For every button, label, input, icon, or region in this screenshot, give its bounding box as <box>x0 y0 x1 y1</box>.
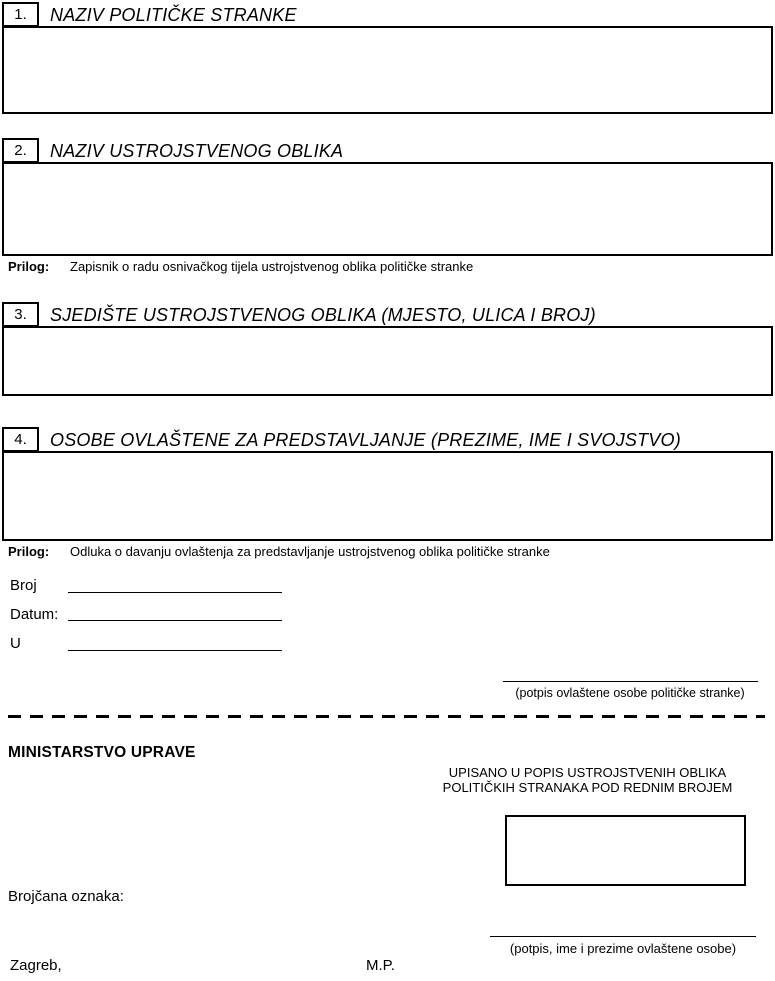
registered-note-line2: POLITIČKIH STRANAKA POD REDNIM BROJEM <box>442 780 733 795</box>
ministry-name: MINISTARSTVO UPRAVE <box>8 744 196 761</box>
section-1-number: 1. <box>2 2 39 27</box>
section-2-prilog-text: Zapisnik o radu osnivačkog tijela ustrojstvenog oblika političke stranke <box>70 259 474 274</box>
section-1-title: NAZIV POLITIČKE STRANKE <box>50 5 297 25</box>
datum-label: Datum: <box>10 606 59 623</box>
registered-note <box>420 765 755 795</box>
section-2-number: 2. <box>2 138 39 163</box>
registry-number-input-box[interactable] <box>505 815 746 886</box>
section-2-title: NAZIV USTROJSTVENOG OBLIKA <box>50 141 344 161</box>
party-signature-line[interactable] <box>503 681 758 682</box>
org-form-name-input-box[interactable] <box>2 162 773 256</box>
dashed-separator <box>8 715 765 718</box>
section-3-number: 3. <box>2 302 39 327</box>
u-fill-line[interactable] <box>68 650 282 651</box>
party-signature-caption: (potpis ovlaštene osobe političke stranke) <box>515 686 745 700</box>
datum-fill-line[interactable] <box>68 620 282 621</box>
u-label: U <box>10 635 21 652</box>
section-4-title: OSOBE OVLAŠTENE ZA PREDSTAVLJANJE (PREZIME, IME I SVOJSTVO) <box>50 430 681 450</box>
section-4-number: 4. <box>2 427 39 452</box>
section-4-prilog-text: Odluka o davanju ovlaštenja za predstavljanje ustrojstvenog oblika političke stranke <box>70 544 550 559</box>
broj-label: Broj <box>10 577 37 594</box>
brojcana-oznaka-label: Brojčana oznaka: <box>8 888 124 905</box>
broj-fill-line[interactable] <box>68 592 282 593</box>
seal-placeholder-label: M.P. <box>366 957 395 974</box>
section-3-title: SJEDIŠTE USTROJSTVENOG OBLIKA (MJESTO, ULICA I BROJ) <box>50 305 596 325</box>
section-2-prilog-label: Prilog: <box>8 259 50 274</box>
org-form-seat-input-box[interactable] <box>2 326 773 396</box>
official-signature-caption: (potpis, ime i prezime ovlaštene osobe) <box>509 941 737 956</box>
registered-note-line1: UPISANO U POPIS USTROJSTVENIH OBLIKA <box>448 765 727 780</box>
city-label: Zagreb, <box>10 957 62 974</box>
section-4-prilog-label: Prilog: <box>8 544 50 559</box>
official-signature-line[interactable] <box>490 936 756 937</box>
party-name-input-box[interactable] <box>2 26 773 114</box>
authorized-persons-input-box[interactable] <box>2 451 773 541</box>
